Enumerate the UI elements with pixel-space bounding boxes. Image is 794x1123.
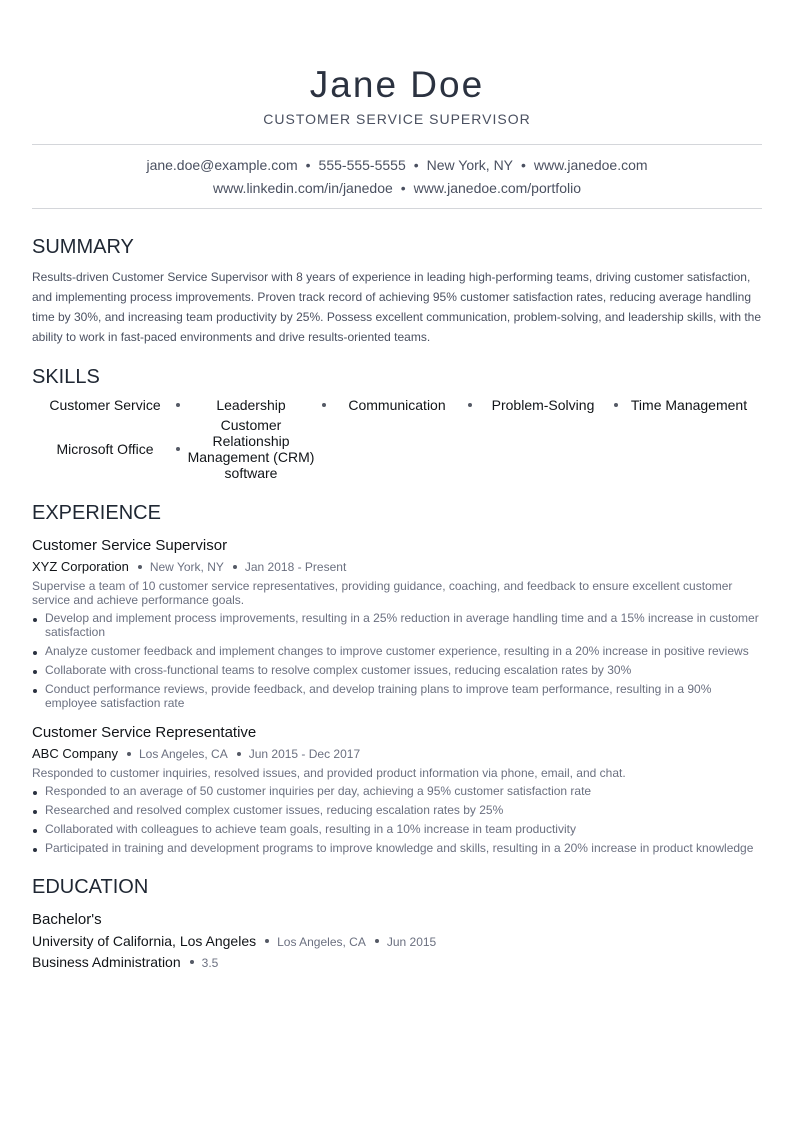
meta-separator-dot bbox=[233, 565, 237, 569]
job-location: New York, NY bbox=[149, 560, 224, 574]
job-entry bbox=[32, 537, 762, 710]
candidate-name: Jane Doe bbox=[309, 64, 485, 105]
job-title: Customer Service Supervisor bbox=[32, 537, 228, 554]
meta-separator-dot bbox=[265, 939, 269, 943]
job-bullet: Analyze customer feedback and implement changes to improve customer experience, resulting in a 20% increase in positive reviews bbox=[32, 644, 762, 658]
job-bullet: Collaborate with cross-functional teams to resolve complex customer issues, reducing escalation rates by 30% bbox=[32, 663, 762, 677]
education-location: Los Angeles, CA bbox=[277, 935, 366, 949]
summary-heading: SUMMARY bbox=[32, 236, 134, 258]
job-meta bbox=[32, 746, 762, 762]
job-bullet: Conduct performance reviews, provide feedback, and develop training plans to improve team performance, resulting in a 90% employee satisfaction rate bbox=[32, 682, 762, 710]
job-dates: Jan 2018 - Present bbox=[244, 560, 347, 574]
job-description: Supervise a team of 10 customer service representatives, providing guidance, coaching, and feedback to ensure excellent customer service and achieve performance goals. bbox=[32, 579, 733, 607]
skills-list bbox=[32, 397, 762, 481]
job-company: XYZ Corporation bbox=[32, 559, 129, 574]
education-degree: Bachelor's bbox=[32, 911, 102, 928]
contact-separator: • bbox=[400, 180, 406, 196]
education-field-line bbox=[32, 954, 762, 971]
contact-separator: • bbox=[413, 157, 419, 173]
contact-info bbox=[32, 144, 762, 209]
skill-item: Time Management bbox=[630, 397, 748, 413]
contact-separator: • bbox=[521, 157, 526, 173]
job-bullet-list bbox=[32, 611, 762, 710]
skill-item: Leadership bbox=[178, 397, 324, 413]
job-location: Los Angeles, CA bbox=[138, 747, 228, 761]
education-school: University of California, Los Angeles bbox=[32, 933, 257, 949]
meta-separator-dot bbox=[237, 752, 241, 756]
job-bullet: Researched and resolved complex customer issues, reducing escalation rates by 25% bbox=[32, 803, 762, 817]
meta-separator-dot bbox=[138, 565, 142, 569]
summary-text: Results-driven Customer Service Supervisor with 8 years of experience in leading high-performing teams, driving customer satisfaction, and implementing process improvements. Proven track record of achieving 95% customer satisfaction rates, reducing average handling time by 30%, and increasing team productivity by 25%. Possess excellent communication, problem-solving, and leadership skills, with the ability to work in fast-paced environments and drive results-oriented teams. bbox=[32, 270, 762, 344]
skill-item: Customer Relationship Management (CRM) software bbox=[187, 417, 315, 481]
contact-email[interactable]: jane.doe@example.com bbox=[146, 157, 298, 173]
education-school-line bbox=[32, 933, 762, 950]
meta-separator-dot bbox=[375, 939, 379, 943]
contact-portfolio[interactable]: www.janedoe.com/portfolio bbox=[413, 180, 581, 196]
job-company: ABC Company bbox=[32, 746, 118, 761]
skill-item: Problem-Solving bbox=[470, 397, 616, 413]
skill-item: Communication bbox=[324, 397, 470, 413]
job-bullet: Participated in training and development programs to improve knowledge and skills, resulting in a 20% increase in product knowledge bbox=[32, 841, 762, 855]
job-title: Customer Service Representative bbox=[32, 724, 257, 741]
meta-separator-dot bbox=[190, 960, 194, 964]
contact-line-1 bbox=[32, 154, 762, 177]
education-field: Business Administration bbox=[32, 954, 181, 970]
candidate-job-title: CUSTOMER SERVICE SUPERVISOR bbox=[263, 111, 531, 127]
experience-heading: EXPERIENCE bbox=[32, 502, 161, 524]
skills-heading: SKILLS bbox=[32, 366, 100, 388]
education-heading: EDUCATION bbox=[32, 876, 149, 898]
job-bullet: Responded to an average of 50 customer inquiries per day, achieving a 95% customer satisfaction rate bbox=[32, 784, 762, 798]
job-dates: Jun 2015 - Dec 2017 bbox=[248, 747, 361, 761]
education-gpa: 3.5 bbox=[201, 956, 219, 970]
job-entry bbox=[32, 724, 762, 855]
contact-linkedin[interactable]: www.linkedin.com/in/janedoe bbox=[213, 180, 393, 196]
job-bullet-list bbox=[32, 784, 762, 855]
contact-separator: • bbox=[305, 157, 311, 173]
contact-line-2 bbox=[32, 177, 762, 200]
contact-phone[interactable]: 555-555-5555 bbox=[318, 157, 406, 173]
skill-item: Microsoft Office bbox=[32, 417, 178, 481]
skill-item: Customer Service bbox=[32, 397, 178, 413]
education-date: Jun 2015 bbox=[386, 935, 437, 949]
contact-location: New York, NY bbox=[426, 157, 514, 173]
job-description: Responded to customer inquiries, resolved issues, and provided product information via phone, email, and chat. bbox=[32, 766, 626, 780]
meta-separator-dot bbox=[127, 752, 131, 756]
job-bullet: Collaborated with colleagues to achieve team goals, resulting in a 10% increase in team productivity bbox=[32, 822, 762, 836]
job-bullet: Develop and implement process improvements, resulting in a 25% reduction in average handling time and a 15% increase in customer satisfaction bbox=[32, 611, 762, 639]
job-meta bbox=[32, 559, 762, 575]
contact-website[interactable]: www.janedoe.com bbox=[533, 157, 648, 173]
